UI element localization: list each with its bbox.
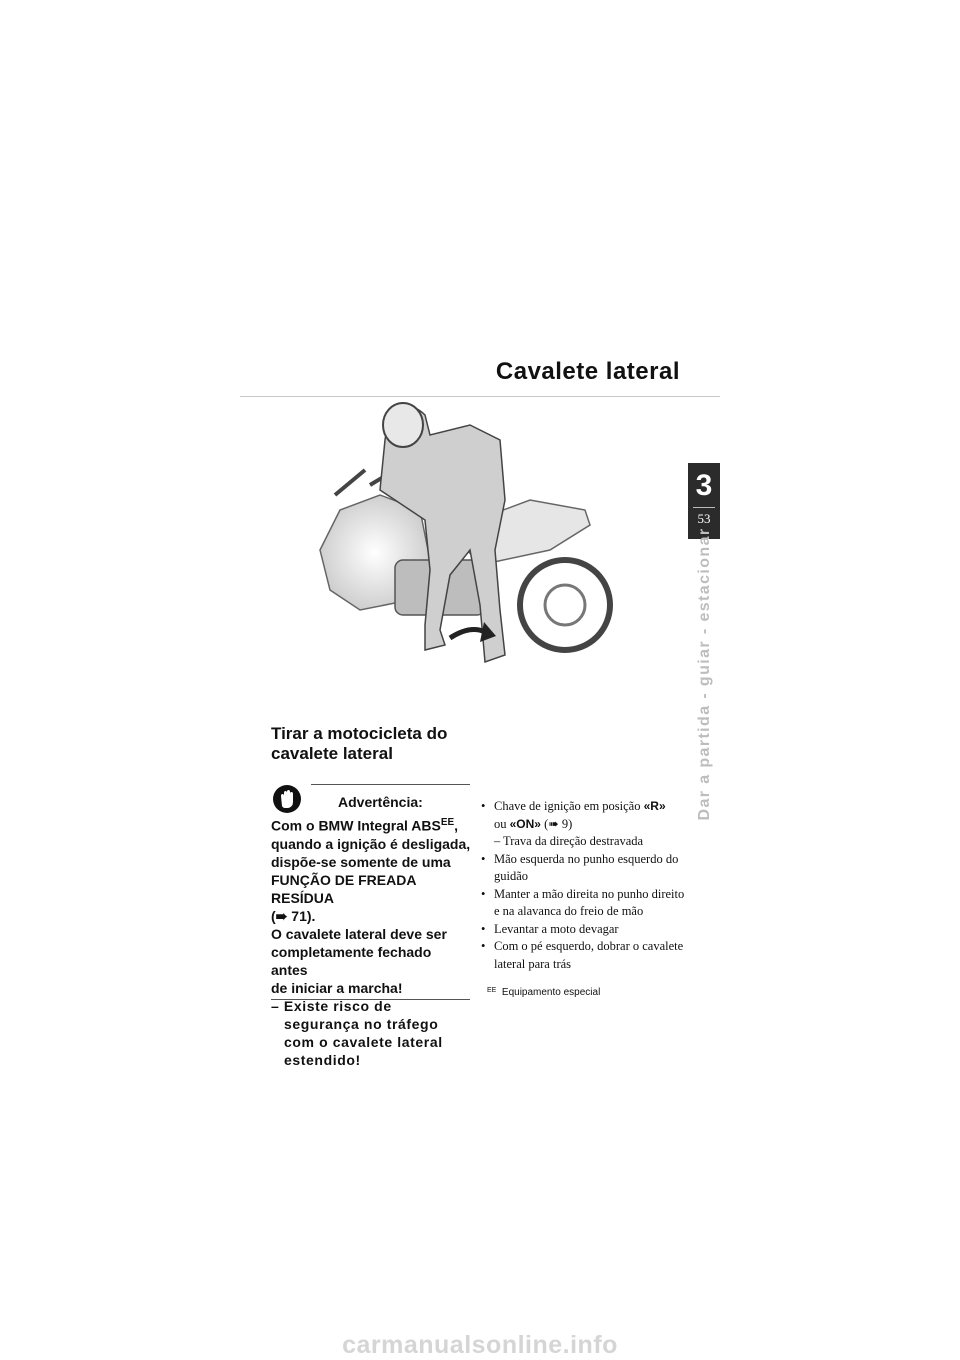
left-mirror [335,470,365,495]
section-heading-line-1: Tirar a motocicleta do [271,724,448,743]
list-item: • Manter a mão direita no punho direito e na alavanca do freio de mão [481,886,685,918]
warning-line: quando a ignição é desligada, [271,835,471,852]
footnote-mark: EE [487,987,497,994]
section-heading [271,724,491,764]
watermark: carmanualsonline.info [342,1331,618,1359]
side-stand-arrow [450,630,485,638]
warning-title: Advertência: [338,794,423,810]
hand-stop-icon [272,784,302,814]
list-item: • Chave de ignição em posição «R» ou «ON» (➠ 9) [481,799,666,831]
warning-line: FUNÇÃO DE FREADA RESÍDUA [271,871,416,906]
list-item: • Mão esquerda no punho esquerdo do guidão [481,851,679,883]
key-position-r: «R» [643,799,666,813]
instruction-list [480,798,685,973]
chapter-number: 3 [695,469,713,502]
rider-helmet [383,403,423,447]
warning-page-reference: (➠ 71). [271,907,316,924]
chapter-side-label: Dar a partida - guiar - estacionar [696,527,713,821]
key-position-on: «ON» [509,816,541,831]
warning-line: de iniciar a marcha! [271,979,403,996]
list-item: • Levantar a moto devagar [481,921,619,936]
warning-line: dispõe-se somente de uma [271,853,451,870]
warning-body [271,814,471,1069]
page-reference: (➠ 9) [540,816,573,831]
rear-wheel-hub [545,585,585,625]
warning-bottom-rule [271,999,470,1000]
page-number: 53 [697,511,711,526]
special-equipment-mark: EE [440,817,455,828]
warning-line: O cavalete lateral deve ser [271,925,447,942]
warning-line: Com o BMW Integral $ABS^{EE}$, [271,817,459,834]
bullet: • [481,799,486,813]
warning-top-rule [311,784,470,785]
header-divider [240,396,720,397]
list-subitem: – Trava da direção destravada [494,834,644,848]
chapter-tab-divider [693,507,715,508]
footnote: $^{EE}$ Equipamento especial [487,987,601,998]
page-title: Cavalete lateral [495,358,680,385]
rear-wheel [520,560,610,650]
motorcycle-illustration [300,400,620,680]
list-item: • Com o pé esquerdo, dobrar o cavalete lateral para trás [481,939,684,971]
section-heading-line-2: cavalete lateral [271,744,393,763]
warning-risk-item: – Existe risco de segurança no tráfego com o cavalete lateral estendido! [271,997,443,1068]
warning-line: completamente fechado antes [271,943,432,978]
